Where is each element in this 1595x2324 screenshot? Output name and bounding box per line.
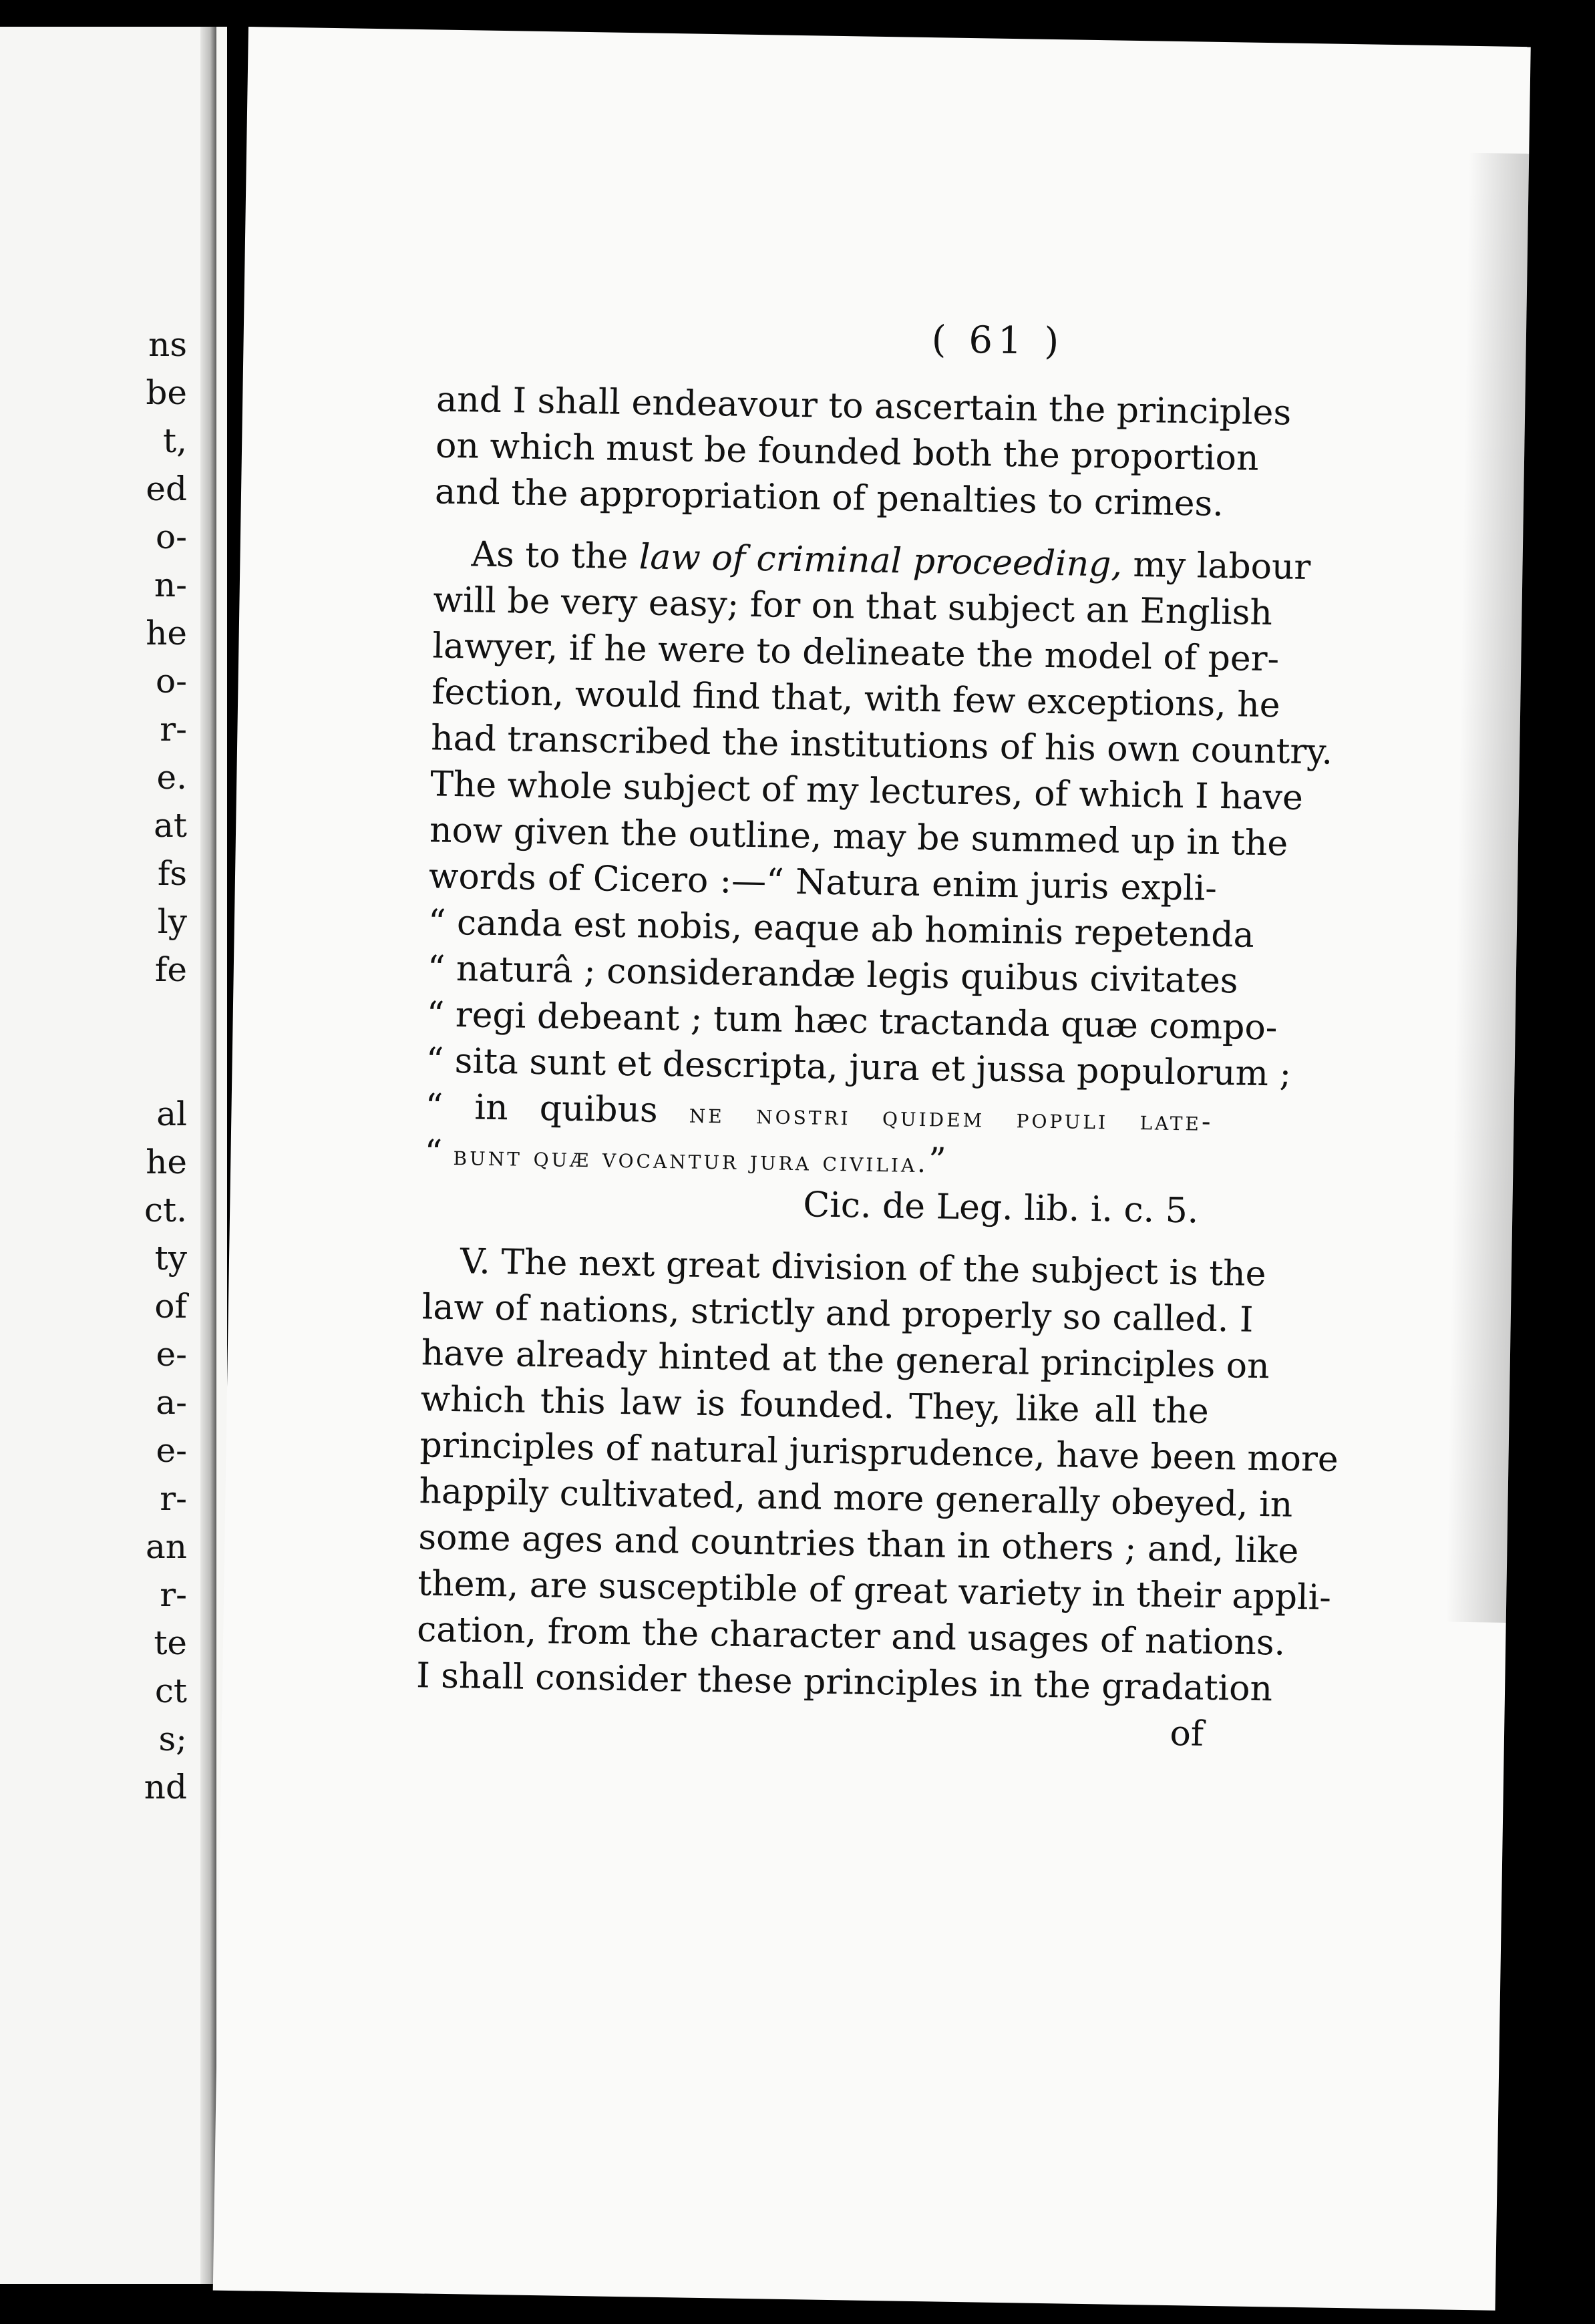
text-line: words of Cicero :—“ Natura enim juris expli- xyxy=(428,856,1218,909)
left-fragment: a- xyxy=(156,1383,187,1422)
text-line: happily cultivated, and more generally obeyed, in xyxy=(419,1471,1293,1525)
text-line: which this law is founded. They, like all the xyxy=(420,1379,1210,1432)
left-fragment: an xyxy=(145,1527,187,1566)
italic-phrase: law of criminal proceeding, xyxy=(639,537,1123,585)
left-fragment: ct xyxy=(154,1672,187,1710)
text-line: have already hinted at the general principles on xyxy=(421,1333,1270,1387)
left-fragment xyxy=(144,994,187,1042)
text-run: As to the xyxy=(471,534,640,578)
left-fragment: ct. xyxy=(144,1191,187,1229)
text-line: now given the outline, may be summed up in the xyxy=(429,810,1288,864)
text-line: V. The next great division of the subject is the xyxy=(460,1241,1266,1295)
text-run: “ xyxy=(424,1133,454,1174)
left-fragment: fe xyxy=(154,950,187,989)
left-fragment: at xyxy=(154,806,187,845)
text-line: I shall consider these principles in the gradation xyxy=(415,1656,1273,1710)
left-fragment: r- xyxy=(160,1575,187,1614)
left-fragment: e- xyxy=(156,1335,187,1374)
text-line: lawyer, if he were to delineate the model of per- xyxy=(431,626,1280,680)
body-text xyxy=(415,377,1339,1757)
left-fragment: ty xyxy=(154,1239,187,1278)
text-line: some ages and countries than in others ; and, like xyxy=(418,1517,1299,1571)
text-line: them, are susceptible of great variety in their appli- xyxy=(417,1563,1332,1618)
left-fragment: ns xyxy=(148,325,187,364)
text-run: “ in quibus xyxy=(425,1087,690,1131)
left-page xyxy=(0,27,227,2284)
left-fragment: o- xyxy=(156,662,187,701)
left-fragment: r- xyxy=(160,710,187,749)
right-page xyxy=(213,27,1531,2311)
small-caps-phrase: ne nostri quidem populi late- xyxy=(689,1098,1214,1137)
text-line: had transcribed the institutions of his own country. xyxy=(430,718,1333,773)
catchword: of xyxy=(1169,1713,1204,1754)
left-fragment: t, xyxy=(163,421,187,460)
left-fragment: nd xyxy=(144,1768,187,1806)
left-fragment: te xyxy=(154,1623,187,1662)
text-line: “ naturâ ; considerandæ legis quibus civitates xyxy=(427,948,1238,1002)
left-fragment: fs xyxy=(157,854,187,893)
left-fragment: e- xyxy=(156,1431,187,1470)
left-page-edge xyxy=(200,27,216,2284)
small-caps-phrase: bunt quæ vocantur jura civilia. xyxy=(453,1141,929,1179)
left-fragment: al xyxy=(156,1095,187,1133)
left-fragment: he xyxy=(146,1143,187,1181)
left-fragment: he xyxy=(146,614,187,652)
text-line: The whole subject of my lectures, of which I have xyxy=(429,764,1304,818)
text-line: and I shall endeavour to ascertain the principles xyxy=(435,379,1292,433)
text-line: “ regi debeant ; tum hæc tractanda quæ compo- xyxy=(426,994,1278,1048)
citation: Cic. de Leg. lib. i. c. 5. xyxy=(802,1185,1199,1231)
text-line: on which must be founded both the proportion xyxy=(435,425,1259,479)
text-line: “ canda est nobis, eaque ab hominis repetenda xyxy=(427,902,1255,956)
text-line: law of nations, strictly and properly so called. I xyxy=(421,1287,1254,1340)
text-run: ” xyxy=(928,1141,947,1181)
left-fragment: e. xyxy=(156,758,187,797)
text-run: my labour xyxy=(1121,544,1311,588)
text-line: principles of natural jurisprudence, have been more xyxy=(419,1425,1339,1480)
left-fragment: s; xyxy=(158,1720,187,1758)
left-fragment: be xyxy=(146,373,187,412)
left-fragment: ly xyxy=(157,902,187,941)
text-line: and the appropriation of penalties to crimes. xyxy=(434,471,1224,525)
left-fragment: o- xyxy=(156,518,187,556)
text-line: will be very easy; for on that subject an English xyxy=(433,580,1273,634)
text-line: fection, would find that, with few exceptions, he xyxy=(431,672,1281,726)
left-fragment: ed xyxy=(146,469,187,508)
page-number: ( 61 ) xyxy=(931,318,1065,364)
left-fragment xyxy=(144,1042,187,1090)
left-page-text-fragments xyxy=(144,321,187,1811)
text-line: “ sita sunt et descripta, jura et jussa populorum ; xyxy=(425,1040,1292,1095)
left-fragment: r- xyxy=(160,1479,187,1518)
left-fragment: of xyxy=(154,1287,187,1326)
left-fragment: n- xyxy=(154,566,187,604)
text-line: cation, from the character and usages of nations. xyxy=(416,1609,1286,1664)
